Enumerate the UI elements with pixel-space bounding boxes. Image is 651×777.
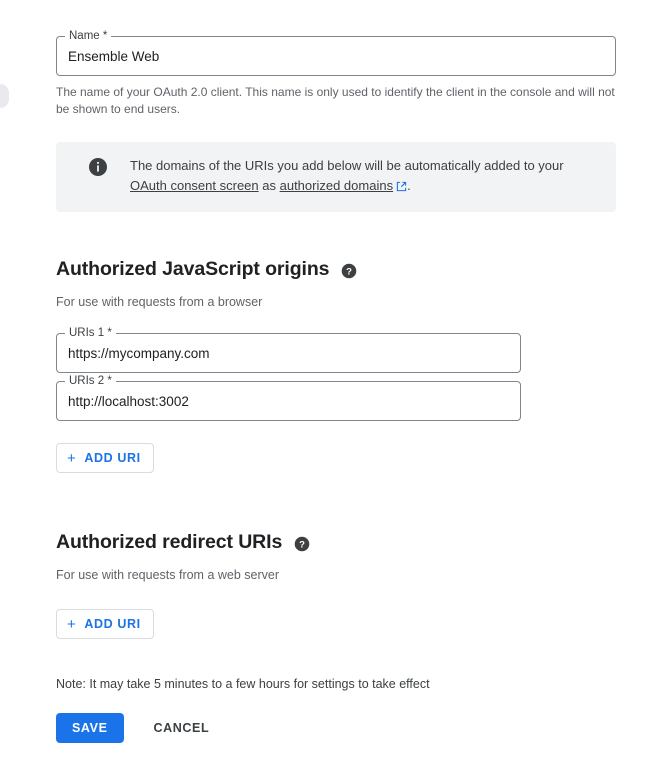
js-origin-uri-2-label: URIs 2 * (65, 374, 116, 388)
plus-icon: + (67, 615, 77, 633)
info-icon (88, 157, 108, 177)
js-origin-uri-2-outline[interactable] (56, 381, 521, 421)
redirect-uris-subtitle: For use with requests from a web server (56, 568, 279, 582)
js-origin-uri-1-outline[interactable] (56, 333, 521, 373)
help-icon[interactable] (294, 535, 310, 551)
external-link-icon (396, 178, 407, 198)
js-origin-uri-1-label: URIs 1 * (65, 326, 116, 340)
name-field-helper: The name of your OAuth 2.0 client. This name is only used to identify the client in the console and will not be shown to end users. (56, 85, 615, 116)
js-origin-uri-1-input[interactable] (68, 346, 509, 361)
js-origins-title-text: Authorized JavaScript origins (56, 258, 330, 280)
js-origins-add-uri-button[interactable] (56, 443, 154, 473)
js-origins-uri-list (56, 327, 616, 421)
cancel-button[interactable]: CANCEL (146, 713, 218, 743)
info-text-before: The domains of the URIs you add below will be automatically added to your (130, 158, 564, 173)
redirect-uris-title-text: Authorized redirect URIs (56, 531, 283, 553)
plus-icon: + (67, 449, 77, 467)
redirect-uris-add-uri-label: ADD URI (84, 617, 141, 631)
name-field-label: Name * (65, 29, 111, 43)
help-icon[interactable] (341, 262, 357, 278)
redirect-uris-title (56, 531, 616, 554)
authorized-domains-link[interactable]: authorized domains (279, 178, 394, 193)
name-field[interactable] (56, 30, 616, 76)
oauth-consent-screen-link[interactable]: OAuth consent screen (130, 178, 259, 193)
info-text-mid: as (258, 178, 280, 193)
sidebar-rail-indicator (0, 84, 9, 108)
form-content (56, 0, 616, 743)
js-origin-uri-2-field[interactable] (56, 375, 521, 421)
info-text-after: . (407, 178, 411, 193)
settings-delay-note: Note: It may take 5 minutes to a few hours for settings to take effect (56, 677, 430, 691)
svg-text:?: ? (299, 539, 306, 551)
redirect-uris-add-uri-button[interactable] (56, 609, 154, 639)
js-origin-uri-1-field[interactable] (56, 327, 521, 373)
info-banner-message (130, 156, 600, 198)
form-actions (56, 713, 616, 743)
js-origins-add-uri-label: ADD URI (84, 451, 141, 465)
sidebar-rail (0, 0, 10, 777)
js-origin-uri-2-input[interactable] (68, 394, 509, 409)
name-input[interactable] (68, 49, 604, 64)
js-origins-title (56, 258, 616, 281)
save-button[interactable]: SAVE (56, 713, 124, 743)
svg-text:?: ? (346, 266, 353, 278)
js-origins-subtitle: For use with requests from a browser (56, 295, 263, 309)
name-field-outline[interactable] (56, 36, 616, 76)
info-banner (56, 142, 616, 212)
